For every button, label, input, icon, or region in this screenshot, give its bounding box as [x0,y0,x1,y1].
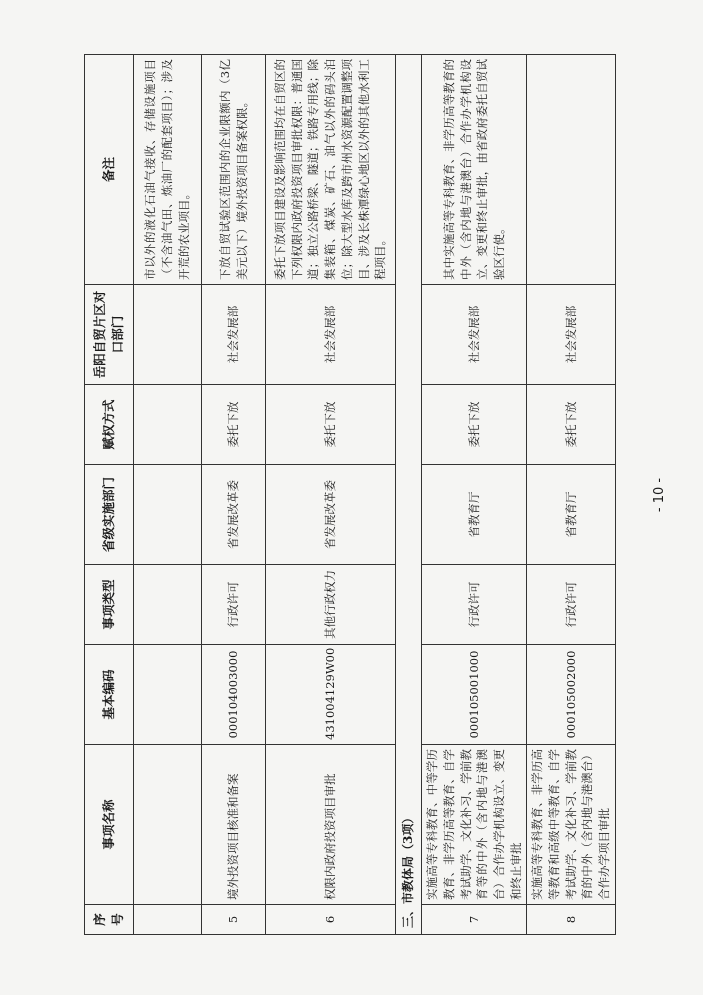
remark-cell: 下放自贸试验区范围内的企业限额内（3亿美元以下）境外投资项目备案权限。 [202,55,266,285]
table-row [527,55,615,935]
item-dept: 省发展改革委 [266,465,396,565]
header-dept: 省级实施部门 [85,465,134,565]
remark-cell: 其中实施高等专科教育、非学历高等教育的中外（含内地与港澳台）合作办学机构设立、变更和终止审批，由省政府委托自贸试验区行使。 [422,55,527,285]
row-no: 5 [202,905,266,935]
page-number: - 10 - [652,477,667,513]
row-no: 7 [422,905,527,935]
item-name: 境外投资项目核准和备案 [202,745,266,905]
item-dept: 省教育厅 [422,465,527,565]
header-local: 岳阳自贸片区对口部门 [85,285,134,385]
item-mode: 委托下放 [527,385,615,465]
header-no: 序号 [85,905,134,935]
item-name: 实施高等专科教育、中等学历教育、非学历高等教育、自学考试助学、文化补习、学前教育等的中外（含内地与港澳台）合作办学机构设立、变更和终止审批 [422,745,527,905]
row-no: 6 [266,905,396,935]
header-code: 基本编码 [85,645,134,745]
authority-table [84,54,616,935]
table-row [266,55,396,935]
item-dept: 省教育厅 [527,465,615,565]
item-local: 社会发展部 [422,285,527,385]
item-code: 000105002000 [527,645,615,745]
header-row [85,55,134,935]
table-row-continued [134,55,202,935]
remark-cell [527,55,615,285]
item-local: 社会发展部 [266,285,396,385]
item-name: 权限内政府投资项目审批 [266,745,396,905]
row-no: 8 [527,905,615,935]
item-type: 行政许可 [422,565,527,645]
item-local: 社会发展部 [202,285,266,385]
item-mode: 委托下放 [266,385,396,465]
section-row [396,55,422,935]
item-mode: 委托下放 [202,385,266,465]
item-dept: 省发展改革委 [202,465,266,565]
item-code: 000105001000 [422,645,527,745]
item-type: 行政许可 [527,565,615,645]
remark-cell: 委托下放项目建设及影响范围均在自贸区的下列权限内政府投资项目审批权限：普通国道；独立公路桥梁、隧道；铁路专用线；除集装箱、煤炭、矿石、油气以外的码头泊位；除大型水库及跨市州水资源配置调整项目、涉及长株潭绿心地区以外的其他水利工程项目。 [266,55,396,285]
header-mode: 赋权方式 [85,385,134,465]
item-mode: 委托下放 [422,385,527,465]
item-type: 其他行政权力 [266,565,396,645]
item-local: 社会发展部 [527,285,615,385]
table-row [422,55,527,935]
section-title: 三、市教体局（3项） [396,55,422,935]
item-code: 431004129W00 [266,645,396,745]
item-code: 000104003000 [202,645,266,745]
table-row [202,55,266,935]
remark-cell: 市以外的液化石油气接收、存储设施项目（不含油气田、炼油厂的配套项目）；涉及开荒的农业项目。 [134,55,202,285]
item-type: 行政许可 [202,565,266,645]
header-remark: 备注 [85,55,134,285]
item-name: 实施高等专科教育、非学历高等教育和高级中等教育、自学考试助学、文化补习、学前教育的中外（含内地与港澳台）合作办学项目审批 [527,745,615,905]
header-name: 事项名称 [85,745,134,905]
header-type: 事项类型 [85,565,134,645]
